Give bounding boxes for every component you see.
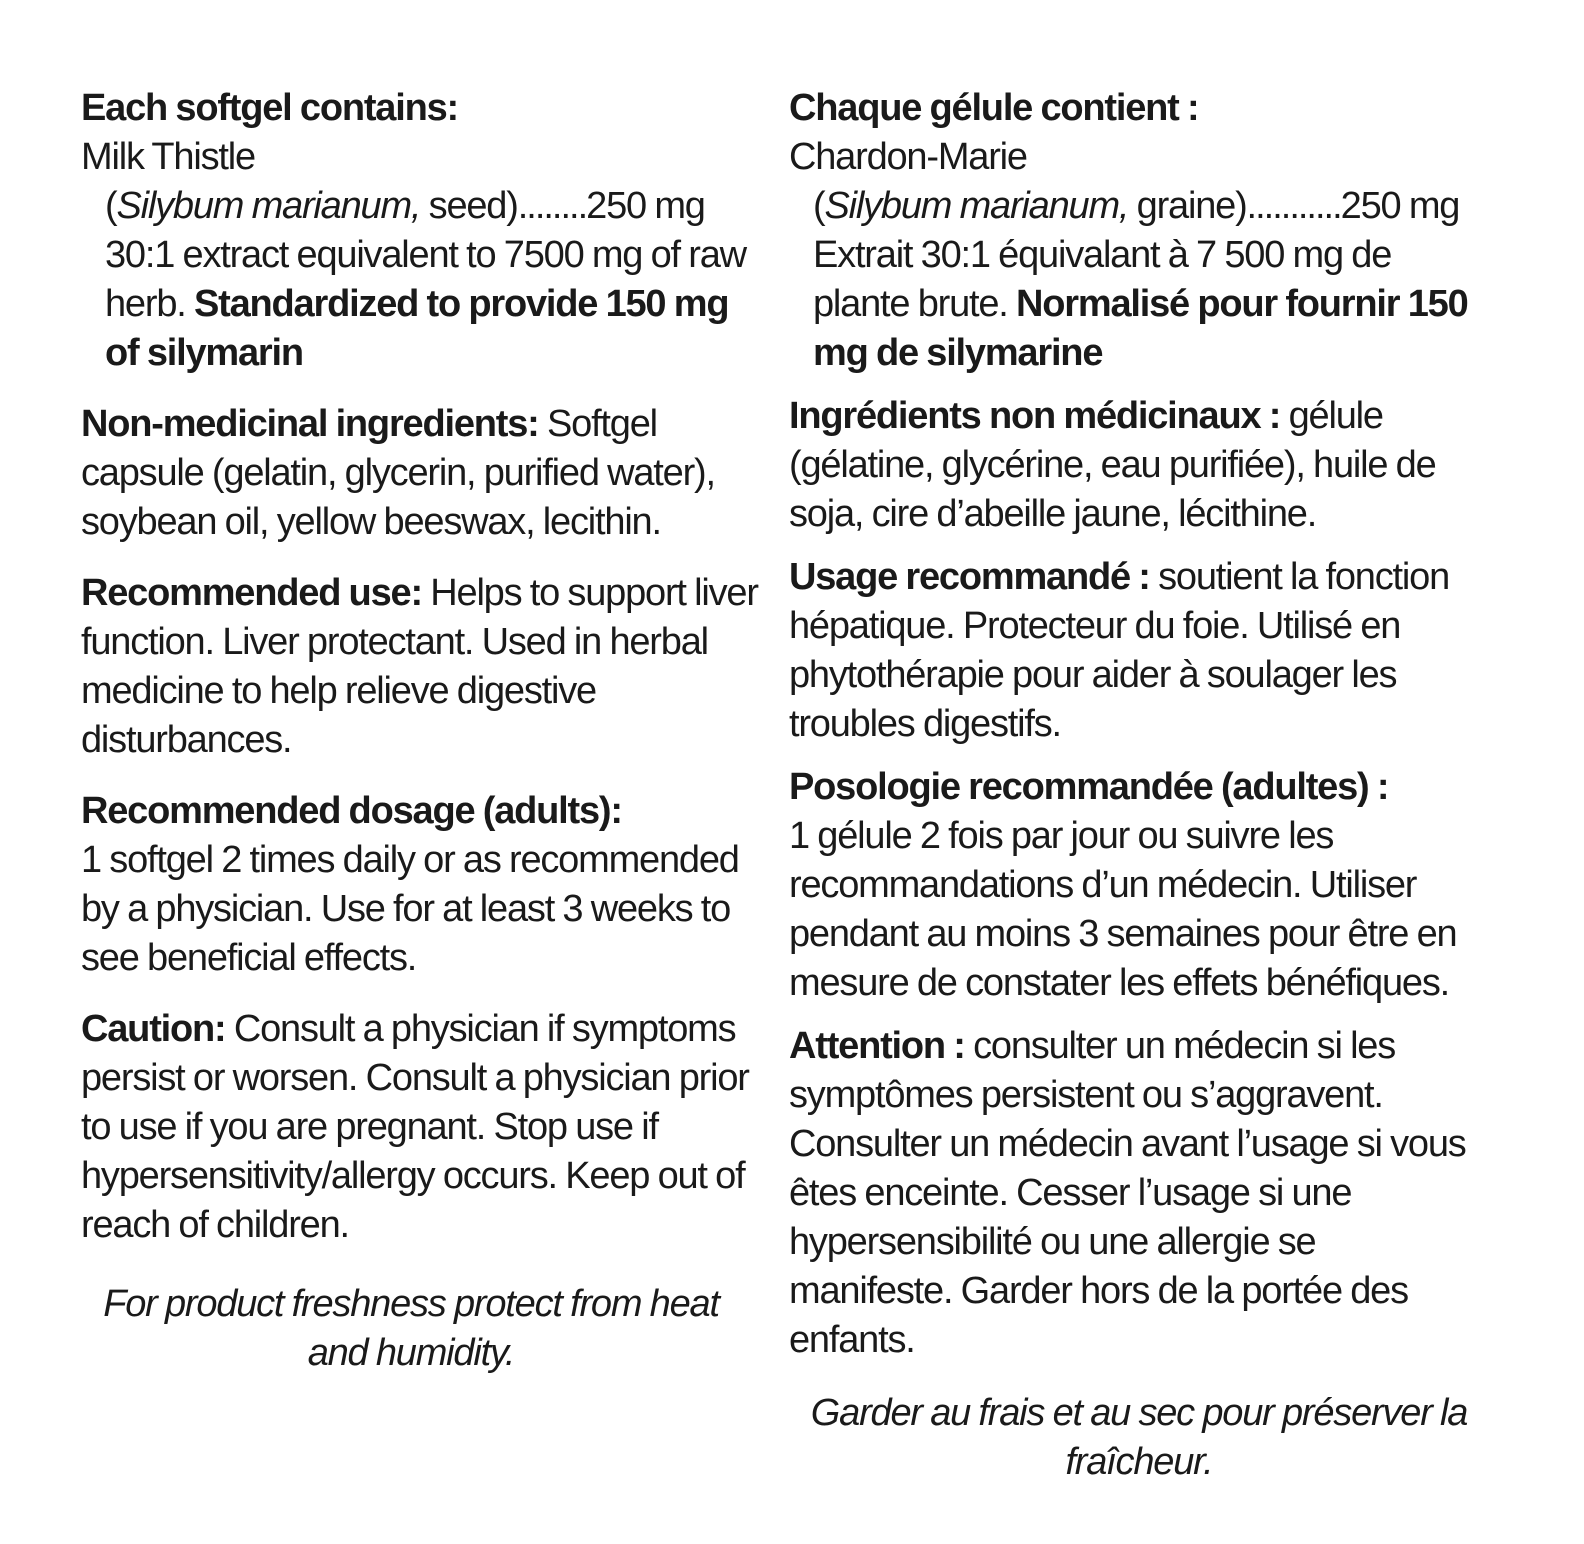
- plant-part: seed): [420, 185, 518, 227]
- caution-label: Attention :: [789, 1025, 965, 1067]
- latin-line: [105, 182, 761, 231]
- latin-line: [813, 182, 1469, 231]
- nonmedicinal-section: [81, 400, 761, 547]
- nonmedicinal-text: Softgel capsule (gelatin, glycerin, purified water), soybean oil, yellow beeswax, lecithin.: [81, 403, 715, 543]
- freshness-note: For product freshness protect from heat and humidity.: [103, 1283, 719, 1374]
- caution-section: [81, 1005, 761, 1250]
- nonmedicinal-label: Non-medicinal ingredients:: [81, 403, 539, 445]
- latin-name: Silybum marianum,: [824, 185, 1129, 227]
- recommended-use-text: Helps to support liver function. Liver protectant. Used in herbal medicine to help relieve digestive disturbances.: [81, 572, 758, 761]
- contains-heading: Chaque gélule contient :: [789, 87, 1199, 129]
- dosage-section: [81, 787, 761, 983]
- extract-text: Extrait 30:1 équivalant à 7 500 mg de plante brute.: [813, 234, 1392, 325]
- ingredient-name: Chardon-Marie: [789, 136, 1027, 178]
- freshness-note: Garder au frais et au sec pour préserver la fraîcheur.: [810, 1392, 1468, 1483]
- dosage-text: 1 softgel 2 times daily or as recommended by a physician. Use for at least 3 weeks to see beneficial effects.: [81, 839, 739, 979]
- standardized-text: Standardized to provide 150 mg of silymarin: [105, 283, 729, 374]
- french-column: [789, 84, 1469, 1487]
- caution-text: Consult a physician if symptoms persist or worsen. Consult a physician prior to use if you are pregnant. Stop use if hypersensitivity/allergy occurs. Keep out of reach of children.: [81, 1008, 749, 1246]
- latin-open: (: [105, 185, 117, 227]
- extract-text: 30:1 extract equivalent to 7500 mg of raw herb.: [105, 234, 746, 325]
- ingredient-name: Milk Thistle: [81, 136, 255, 178]
- extract-description: [813, 231, 1469, 378]
- recommended-use-section: [81, 569, 761, 765]
- dosage-heading: Posologie recommandée (adultes) :: [789, 766, 1389, 808]
- caution-label: Caution:: [81, 1008, 226, 1050]
- standardized-text: Normalisé pour fournir 150 mg de silymarine: [813, 283, 1468, 374]
- latin-name: Silybum marianum,: [116, 185, 421, 227]
- latin-open: (: [813, 185, 825, 227]
- dosage-text: 1 gélule 2 fois par jour ou suivre les recommandations d’un médecin. Utiliser pendant au moins 3 semaines pour être en mesure de constater les effets bénéfiques.: [789, 815, 1457, 1004]
- leader-dots: ...........: [1246, 185, 1341, 227]
- contains-section: [789, 84, 1469, 378]
- caution-section: [789, 1022, 1469, 1365]
- ingredient-detail: [81, 182, 761, 378]
- contains-heading: Each softgel contains:: [81, 87, 459, 129]
- nonmedicinal-label: Ingrédients non médicinaux :: [789, 395, 1281, 437]
- recommended-use-section: [789, 553, 1469, 749]
- leader-dots: ........: [517, 185, 587, 227]
- dose-amount: 250 mg: [586, 185, 705, 227]
- dose-amount: 250 mg: [1340, 185, 1460, 227]
- extract-description: [105, 231, 761, 378]
- nonmedicinal-text: gélule (gélatine, glycérine, eau purifiée), huile de soja, cire d’abeille jaune, lécithine.: [789, 395, 1436, 535]
- dosage-section: [789, 763, 1469, 1008]
- dosage-heading: Recommended dosage (adults):: [81, 790, 622, 832]
- plant-part: graine): [1128, 185, 1247, 227]
- nonmedicinal-section: [789, 392, 1469, 539]
- contains-section: [81, 84, 761, 378]
- recommended-use-label: Recommended use:: [81, 572, 422, 614]
- ingredient-detail: [789, 182, 1469, 378]
- recommended-use-text: soutient la fonction hépatique. Protecteur du foie. Utilisé en phytothérapie pour aider à soulager les troubles digestifs.: [789, 556, 1450, 745]
- recommended-use-label: Usage recommandé :: [789, 556, 1150, 598]
- english-column: [81, 84, 761, 1378]
- caution-text: consulter un médecin si les symptômes persistent ou s’aggravent. Consulter un médecin avant l’usage si vous êtes enceinte. Cesser l’usage si une hypersensibilité ou une allergie se manifeste. Garder hors de la portée des enfants.: [789, 1025, 1466, 1361]
